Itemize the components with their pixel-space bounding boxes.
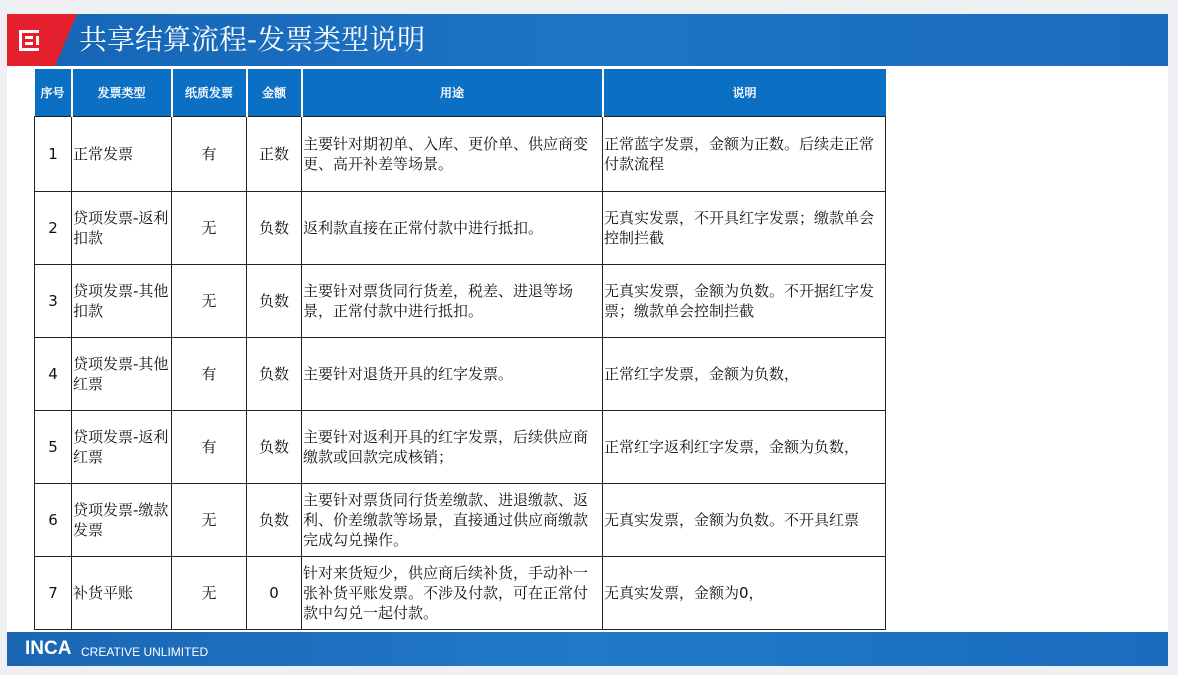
table-header-row xyxy=(35,69,886,116)
cell-description: 正常蓝字发票，金额为正数。后续走正常付款流程 xyxy=(603,116,886,191)
invoice-type-table xyxy=(34,69,886,630)
header-purpose: 用途 xyxy=(302,69,603,116)
header-amount: 金额 xyxy=(247,69,302,116)
cell-paper: 有 xyxy=(172,116,247,191)
page-title: 共享结算流程-发票类型说明 xyxy=(79,23,426,56)
cell-paper: 无 xyxy=(172,483,247,556)
cell-amount: 负数 xyxy=(247,191,302,264)
cell-index: 5 xyxy=(35,410,72,483)
cell-paper: 有 xyxy=(172,337,247,410)
header-index: 序号 xyxy=(35,69,72,116)
cell-type: 贷项发票-其他扣款 xyxy=(72,264,172,337)
cell-description: 无真实发票，金额为负数。不开具红票 xyxy=(603,483,886,556)
cell-purpose: 返利款直接在正常付款中进行抵扣。 xyxy=(302,191,603,264)
cell-purpose: 主要针对期初单、入库、更价单、供应商变更、高开补差等场景。 xyxy=(302,116,603,191)
cell-index: 7 xyxy=(35,556,72,629)
cell-description: 正常红字发票，金额为负数， xyxy=(603,337,886,410)
cell-purpose: 针对来货短少，供应商后续补货，手动补一张补货平账发票。不涉及付款，可在正常付款中勾兑一起付款。 xyxy=(302,556,603,629)
cell-amount: 负数 xyxy=(247,337,302,410)
cell-description: 正常红字返利红字发票，金额为负数， xyxy=(603,410,886,483)
header-paper: 纸质发票 xyxy=(172,69,247,116)
cell-index: 4 xyxy=(35,337,72,410)
table-row xyxy=(35,116,886,191)
table-row xyxy=(35,483,886,556)
table-row xyxy=(35,410,886,483)
inca-logo-icon xyxy=(7,14,77,66)
cell-index: 2 xyxy=(35,191,72,264)
table-row xyxy=(35,337,886,410)
cell-paper: 无 xyxy=(172,556,247,629)
cell-paper: 有 xyxy=(172,410,247,483)
cell-description: 无真实发票，金额为0， xyxy=(603,556,886,629)
cell-type: 贷项发票-返利扣款 xyxy=(72,191,172,264)
cell-amount: 正数 xyxy=(247,116,302,191)
table-row xyxy=(35,191,886,264)
slide xyxy=(7,14,1168,666)
cell-type: 贷项发票-其他红票 xyxy=(72,337,172,410)
header-description: 说明 xyxy=(603,69,886,116)
cell-type: 补货平账 xyxy=(72,556,172,629)
footer-bar xyxy=(7,632,1168,666)
cell-type: 正常发票 xyxy=(72,116,172,191)
header-type: 发票类型 xyxy=(72,69,172,116)
table-row xyxy=(35,556,886,629)
cell-amount: 负数 xyxy=(247,264,302,337)
cell-amount: 0 xyxy=(247,556,302,629)
cell-amount: 负数 xyxy=(247,410,302,483)
cell-paper: 无 xyxy=(172,264,247,337)
cell-description: 无真实发票，不开具红字发票；缴款单会控制拦截 xyxy=(603,191,886,264)
cell-purpose: 主要针对退货开具的红字发票。 xyxy=(302,337,603,410)
cell-index: 1 xyxy=(35,116,72,191)
cell-description: 无真实发票，金额为负数。不开据红字发票；缴款单会控制拦截 xyxy=(603,264,886,337)
cell-index: 3 xyxy=(35,264,72,337)
cell-amount: 负数 xyxy=(247,483,302,556)
cell-paper: 无 xyxy=(172,191,247,264)
cell-purpose: 主要针对返利开具的红字发票，后续供应商缴款或回款完成核销； xyxy=(302,410,603,483)
cell-purpose: 主要针对票货同行货差，税差、进退等场景，正常付款中进行抵扣。 xyxy=(302,264,603,337)
footer-brand: INCA xyxy=(25,638,72,659)
footer-tagline: CREATIVE UNLIMITED xyxy=(81,645,209,659)
cell-type: 贷项发票-返利红票 xyxy=(72,410,172,483)
cell-type: 贷项发票-缴款发票 xyxy=(72,483,172,556)
title-bar xyxy=(7,14,1168,66)
table-row xyxy=(35,264,886,337)
cell-index: 6 xyxy=(35,483,72,556)
cell-purpose: 主要针对票货同行货差缴款、进退缴款、返利、价差缴款等场景，直接通过供应商缴款完成勾兑操作。 xyxy=(302,483,603,556)
